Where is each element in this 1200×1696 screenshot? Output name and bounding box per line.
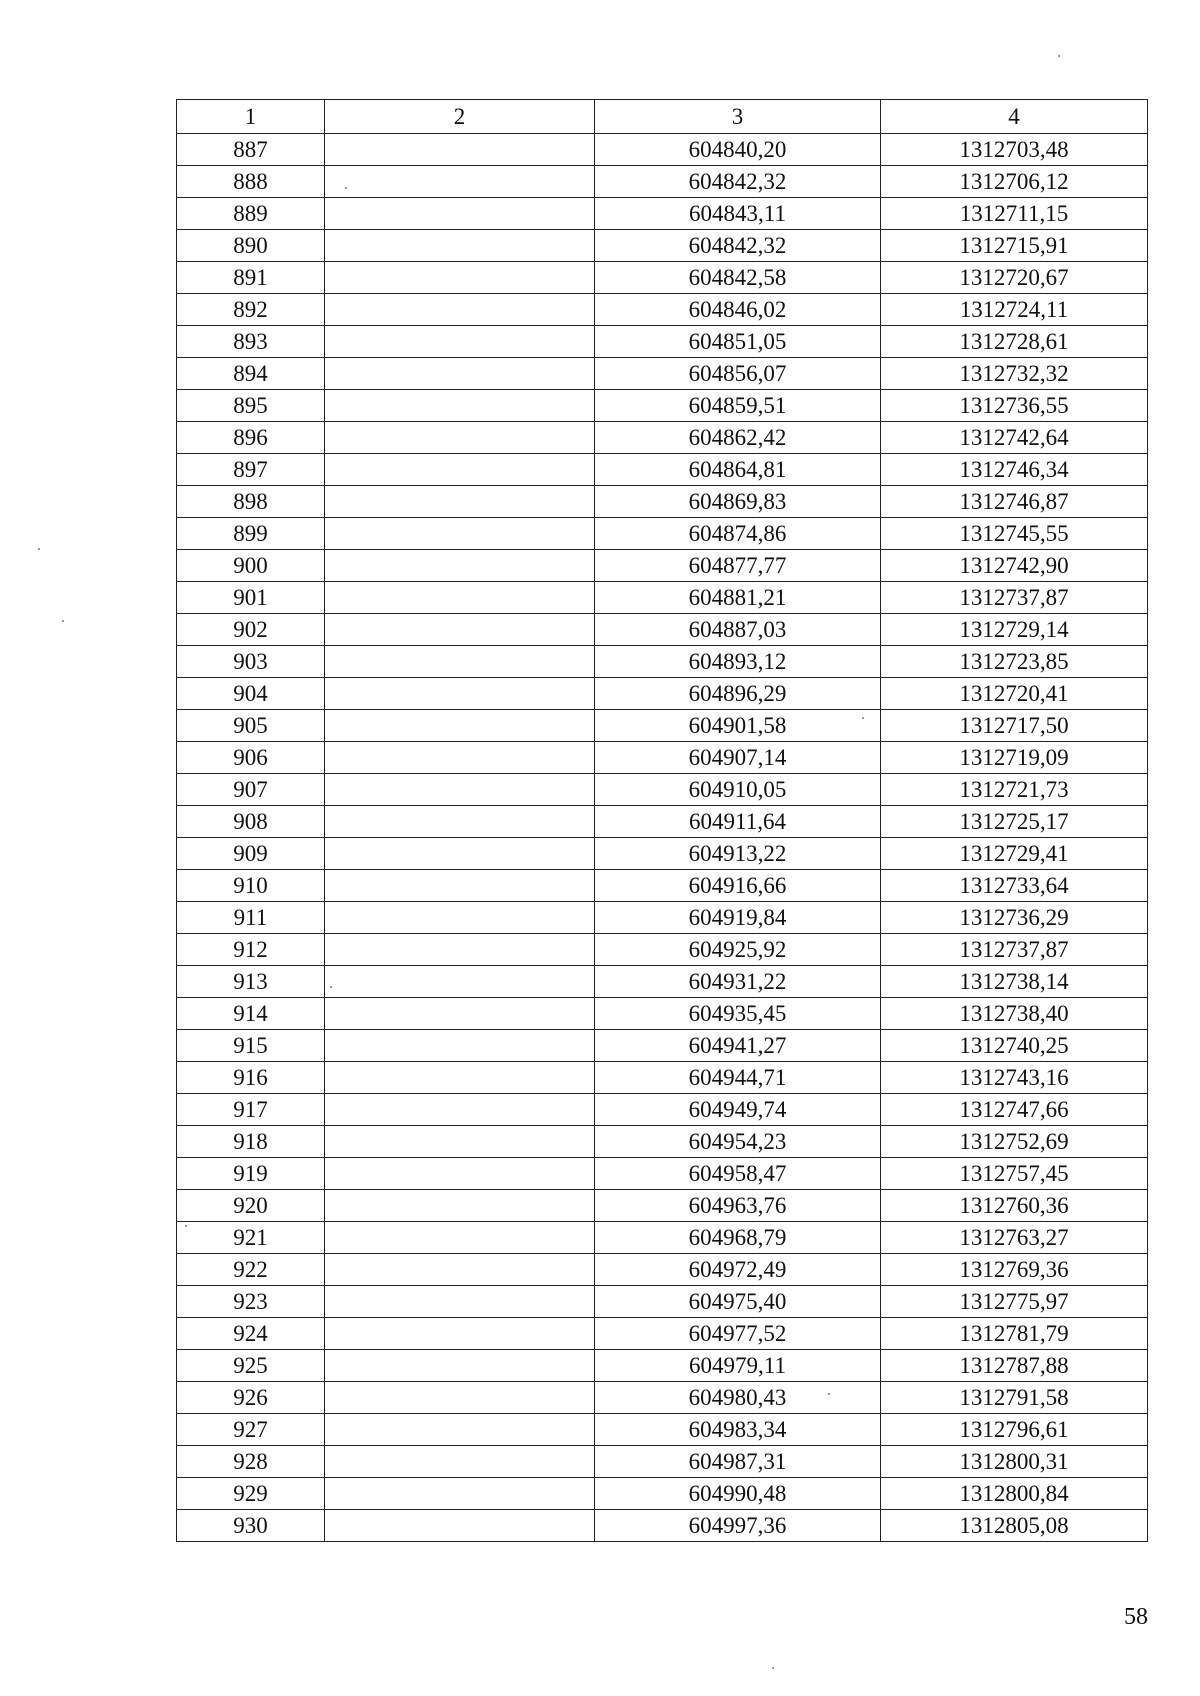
column-2-cell	[325, 326, 595, 358]
point-number-cell: 909	[177, 838, 325, 870]
scan-speck	[330, 986, 332, 988]
column-2-cell	[325, 838, 595, 870]
scan-speck	[38, 548, 40, 550]
x-coordinate-cell: 604997,36	[595, 1510, 881, 1542]
table-row	[177, 1094, 1148, 1126]
column-2-cell	[325, 262, 595, 294]
table-row	[177, 326, 1148, 358]
column-2-cell	[325, 166, 595, 198]
column-2-cell	[325, 1510, 595, 1542]
table-row	[177, 294, 1148, 326]
table-row	[177, 1286, 1148, 1318]
y-coordinate-cell: 1312725,17	[881, 806, 1148, 838]
y-coordinate-cell: 1312742,90	[881, 550, 1148, 582]
point-number-cell: 893	[177, 326, 325, 358]
column-2-cell	[325, 1446, 595, 1478]
point-number-cell: 927	[177, 1414, 325, 1446]
column-2-cell	[325, 358, 595, 390]
point-number-cell: 891	[177, 262, 325, 294]
x-coordinate-cell: 604887,03	[595, 614, 881, 646]
column-2-cell	[325, 1158, 595, 1190]
x-coordinate-cell: 604977,52	[595, 1318, 881, 1350]
column-2-cell	[325, 582, 595, 614]
x-coordinate-cell: 604975,40	[595, 1286, 881, 1318]
point-number-cell: 919	[177, 1158, 325, 1190]
point-number-cell: 900	[177, 550, 325, 582]
column-header-1: 1	[177, 100, 325, 134]
table-row	[177, 710, 1148, 742]
y-coordinate-cell: 1312781,79	[881, 1318, 1148, 1350]
table-row	[177, 838, 1148, 870]
scan-speck	[1058, 55, 1060, 57]
x-coordinate-cell: 604881,21	[595, 582, 881, 614]
column-2-cell	[325, 454, 595, 486]
point-number-cell: 928	[177, 1446, 325, 1478]
y-coordinate-cell: 1312703,48	[881, 134, 1148, 166]
column-2-cell	[325, 1254, 595, 1286]
table-row	[177, 806, 1148, 838]
column-2-cell	[325, 518, 595, 550]
scan-speck	[772, 1667, 774, 1669]
table-row	[177, 870, 1148, 902]
y-coordinate-cell: 1312738,14	[881, 966, 1148, 998]
point-number-cell: 921	[177, 1222, 325, 1254]
column-2-cell	[325, 1190, 595, 1222]
point-number-cell: 902	[177, 614, 325, 646]
column-2-cell	[325, 1478, 595, 1510]
point-number-cell: 898	[177, 486, 325, 518]
header-row	[177, 100, 1148, 134]
column-2-cell	[325, 422, 595, 454]
column-2-cell	[325, 1062, 595, 1094]
y-coordinate-cell: 1312724,11	[881, 294, 1148, 326]
x-coordinate-cell: 604910,05	[595, 774, 881, 806]
x-coordinate-cell: 604893,12	[595, 646, 881, 678]
column-2-cell	[325, 1094, 595, 1126]
y-coordinate-cell: 1312745,55	[881, 518, 1148, 550]
y-coordinate-cell: 1312775,97	[881, 1286, 1148, 1318]
point-number-cell: 895	[177, 390, 325, 422]
table-row	[177, 1158, 1148, 1190]
table-row	[177, 454, 1148, 486]
point-number-cell: 922	[177, 1254, 325, 1286]
column-2-cell	[325, 1222, 595, 1254]
point-number-cell: 924	[177, 1318, 325, 1350]
y-coordinate-cell: 1312736,29	[881, 902, 1148, 934]
point-number-cell: 905	[177, 710, 325, 742]
x-coordinate-cell: 604911,64	[595, 806, 881, 838]
y-coordinate-cell: 1312728,61	[881, 326, 1148, 358]
table-row	[177, 1414, 1148, 1446]
point-number-cell: 907	[177, 774, 325, 806]
column-2-cell	[325, 230, 595, 262]
x-coordinate-cell: 604846,02	[595, 294, 881, 326]
x-coordinate-cell: 604972,49	[595, 1254, 881, 1286]
point-number-cell: 918	[177, 1126, 325, 1158]
table-row	[177, 198, 1148, 230]
table-row	[177, 966, 1148, 998]
scan-speck	[862, 717, 864, 719]
y-coordinate-cell: 1312721,73	[881, 774, 1148, 806]
x-coordinate-cell: 604862,42	[595, 422, 881, 454]
column-2-cell	[325, 1030, 595, 1062]
column-2-cell	[325, 1350, 595, 1382]
x-coordinate-cell: 604963,76	[595, 1190, 881, 1222]
table-row	[177, 1350, 1148, 1382]
point-number-cell: 929	[177, 1478, 325, 1510]
column-2-cell	[325, 934, 595, 966]
y-coordinate-cell: 1312720,67	[881, 262, 1148, 294]
x-coordinate-cell: 604968,79	[595, 1222, 881, 1254]
x-coordinate-cell: 604840,20	[595, 134, 881, 166]
y-coordinate-cell: 1312746,87	[881, 486, 1148, 518]
point-number-cell: 911	[177, 902, 325, 934]
point-number-cell: 926	[177, 1382, 325, 1414]
table-row	[177, 678, 1148, 710]
x-coordinate-cell: 604864,81	[595, 454, 881, 486]
table-row	[177, 582, 1148, 614]
y-coordinate-cell: 1312729,41	[881, 838, 1148, 870]
column-2-cell	[325, 550, 595, 582]
point-number-cell: 923	[177, 1286, 325, 1318]
column-2-cell	[325, 1286, 595, 1318]
column-2-cell	[325, 1414, 595, 1446]
y-coordinate-cell: 1312729,14	[881, 614, 1148, 646]
column-2-cell	[325, 1126, 595, 1158]
y-coordinate-cell: 1312791,58	[881, 1382, 1148, 1414]
table-row	[177, 1446, 1148, 1478]
y-coordinate-cell: 1312752,69	[881, 1126, 1148, 1158]
table-row	[177, 1510, 1148, 1542]
table-row	[177, 902, 1148, 934]
table-row	[177, 422, 1148, 454]
x-coordinate-cell: 604896,29	[595, 678, 881, 710]
x-coordinate-cell: 604842,32	[595, 166, 881, 198]
column-2-cell	[325, 998, 595, 1030]
point-number-cell: 904	[177, 678, 325, 710]
y-coordinate-cell: 1312723,85	[881, 646, 1148, 678]
column-2-cell	[325, 742, 595, 774]
table-row	[177, 1254, 1148, 1286]
table-row	[177, 550, 1148, 582]
point-number-cell: 897	[177, 454, 325, 486]
x-coordinate-cell: 604851,05	[595, 326, 881, 358]
point-number-cell: 894	[177, 358, 325, 390]
x-coordinate-cell: 604913,22	[595, 838, 881, 870]
table-row	[177, 518, 1148, 550]
x-coordinate-cell: 604919,84	[595, 902, 881, 934]
table-row	[177, 998, 1148, 1030]
table-row	[177, 934, 1148, 966]
column-2-cell	[325, 806, 595, 838]
column-2-cell	[325, 646, 595, 678]
x-coordinate-cell: 604907,14	[595, 742, 881, 774]
x-coordinate-cell: 604990,48	[595, 1478, 881, 1510]
column-2-cell	[325, 198, 595, 230]
x-coordinate-cell: 604980,43	[595, 1382, 881, 1414]
y-coordinate-cell: 1312738,40	[881, 998, 1148, 1030]
x-coordinate-cell: 604856,07	[595, 358, 881, 390]
y-coordinate-cell: 1312769,36	[881, 1254, 1148, 1286]
x-coordinate-cell: 604843,11	[595, 198, 881, 230]
scan-speck	[62, 620, 64, 622]
table-row	[177, 230, 1148, 262]
column-2-cell	[325, 390, 595, 422]
table-row	[177, 262, 1148, 294]
x-coordinate-cell: 604842,32	[595, 230, 881, 262]
point-number-cell: 915	[177, 1030, 325, 1062]
point-number-cell: 906	[177, 742, 325, 774]
point-number-cell: 925	[177, 1350, 325, 1382]
column-2-cell	[325, 774, 595, 806]
table-row	[177, 486, 1148, 518]
point-number-cell: 901	[177, 582, 325, 614]
y-coordinate-cell: 1312747,66	[881, 1094, 1148, 1126]
y-coordinate-cell: 1312717,50	[881, 710, 1148, 742]
table-header	[177, 100, 1148, 134]
column-2-cell	[325, 966, 595, 998]
x-coordinate-cell: 604949,74	[595, 1094, 881, 1126]
point-number-cell: 896	[177, 422, 325, 454]
x-coordinate-cell: 604869,83	[595, 486, 881, 518]
y-coordinate-cell: 1312720,41	[881, 678, 1148, 710]
table-row	[177, 134, 1148, 166]
column-header-4: 4	[881, 100, 1148, 134]
scan-speck	[345, 187, 347, 189]
x-coordinate-cell: 604944,71	[595, 1062, 881, 1094]
point-number-cell: 899	[177, 518, 325, 550]
table-body	[177, 134, 1148, 1542]
table-row	[177, 1222, 1148, 1254]
table-row	[177, 614, 1148, 646]
table-row	[177, 1382, 1148, 1414]
scan-speck	[828, 1393, 830, 1395]
column-2-cell	[325, 1318, 595, 1350]
y-coordinate-cell: 1312737,87	[881, 582, 1148, 614]
column-2-cell	[325, 1382, 595, 1414]
point-number-cell: 913	[177, 966, 325, 998]
y-coordinate-cell: 1312719,09	[881, 742, 1148, 774]
y-coordinate-cell: 1312706,12	[881, 166, 1148, 198]
point-number-cell: 930	[177, 1510, 325, 1542]
x-coordinate-cell: 604916,66	[595, 870, 881, 902]
x-coordinate-cell: 604901,58	[595, 710, 881, 742]
column-2-cell	[325, 710, 595, 742]
y-coordinate-cell: 1312732,32	[881, 358, 1148, 390]
column-2-cell	[325, 678, 595, 710]
x-coordinate-cell: 604859,51	[595, 390, 881, 422]
x-coordinate-cell: 604925,92	[595, 934, 881, 966]
point-number-cell: 892	[177, 294, 325, 326]
table-row	[177, 166, 1148, 198]
column-2-cell	[325, 870, 595, 902]
y-coordinate-cell: 1312805,08	[881, 1510, 1148, 1542]
table-row	[177, 1062, 1148, 1094]
y-coordinate-cell: 1312763,27	[881, 1222, 1148, 1254]
point-number-cell: 888	[177, 166, 325, 198]
coordinates-table	[176, 99, 1148, 1542]
y-coordinate-cell: 1312711,15	[881, 198, 1148, 230]
x-coordinate-cell: 604931,22	[595, 966, 881, 998]
y-coordinate-cell: 1312787,88	[881, 1350, 1148, 1382]
x-coordinate-cell: 604842,58	[595, 262, 881, 294]
column-2-cell	[325, 902, 595, 934]
x-coordinate-cell: 604987,31	[595, 1446, 881, 1478]
y-coordinate-cell: 1312800,84	[881, 1478, 1148, 1510]
y-coordinate-cell: 1312757,45	[881, 1158, 1148, 1190]
x-coordinate-cell: 604979,11	[595, 1350, 881, 1382]
y-coordinate-cell: 1312733,64	[881, 870, 1148, 902]
scan-speck	[185, 1225, 187, 1227]
y-coordinate-cell: 1312737,87	[881, 934, 1148, 966]
point-number-cell: 890	[177, 230, 325, 262]
table-row	[177, 646, 1148, 678]
point-number-cell: 912	[177, 934, 325, 966]
point-number-cell: 920	[177, 1190, 325, 1222]
column-header-3: 3	[595, 100, 881, 134]
column-2-cell	[325, 614, 595, 646]
column-2-cell	[325, 486, 595, 518]
page-number: 58	[1124, 1604, 1148, 1630]
x-coordinate-cell: 604983,34	[595, 1414, 881, 1446]
table-row	[177, 742, 1148, 774]
point-number-cell: 889	[177, 198, 325, 230]
x-coordinate-cell: 604874,86	[595, 518, 881, 550]
point-number-cell: 908	[177, 806, 325, 838]
table-row	[177, 358, 1148, 390]
y-coordinate-cell: 1312742,64	[881, 422, 1148, 454]
point-number-cell: 916	[177, 1062, 325, 1094]
table-row	[177, 1190, 1148, 1222]
y-coordinate-cell: 1312760,36	[881, 1190, 1148, 1222]
y-coordinate-cell: 1312800,31	[881, 1446, 1148, 1478]
x-coordinate-cell: 604877,77	[595, 550, 881, 582]
point-number-cell: 914	[177, 998, 325, 1030]
point-number-cell: 910	[177, 870, 325, 902]
x-coordinate-cell: 604954,23	[595, 1126, 881, 1158]
table-row	[177, 774, 1148, 806]
table-row	[177, 1318, 1148, 1350]
column-2-cell	[325, 134, 595, 166]
y-coordinate-cell: 1312715,91	[881, 230, 1148, 262]
point-number-cell: 887	[177, 134, 325, 166]
x-coordinate-cell: 604958,47	[595, 1158, 881, 1190]
y-coordinate-cell: 1312796,61	[881, 1414, 1148, 1446]
x-coordinate-cell: 604935,45	[595, 998, 881, 1030]
y-coordinate-cell: 1312736,55	[881, 390, 1148, 422]
y-coordinate-cell: 1312740,25	[881, 1030, 1148, 1062]
table-row	[177, 1126, 1148, 1158]
column-2-cell	[325, 294, 595, 326]
point-number-cell: 917	[177, 1094, 325, 1126]
column-header-2: 2	[325, 100, 595, 134]
point-number-cell: 903	[177, 646, 325, 678]
table-row	[177, 390, 1148, 422]
y-coordinate-cell: 1312743,16	[881, 1062, 1148, 1094]
x-coordinate-cell: 604941,27	[595, 1030, 881, 1062]
y-coordinate-cell: 1312746,34	[881, 454, 1148, 486]
table-row	[177, 1478, 1148, 1510]
table-row	[177, 1030, 1148, 1062]
